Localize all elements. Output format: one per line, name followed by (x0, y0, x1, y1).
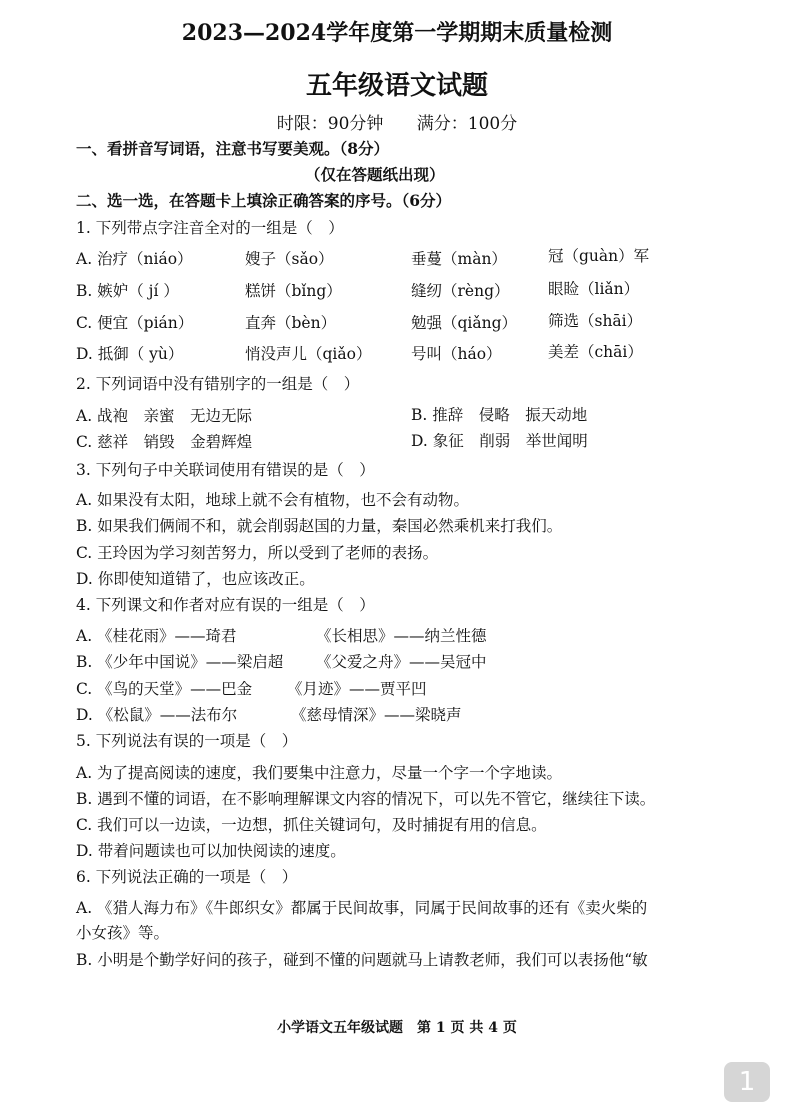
q6-stem: 6. 下列说法正确的一项是（ ） (76, 868, 298, 886)
q4-stem: 4. 下列课文和作者对应有误的一组是（ ） (76, 596, 375, 614)
section1-heading: 一、看拼音写词语，注意书写要美观。（8分） (76, 139, 390, 158)
section1-note: （仅在答题纸出现） (305, 165, 445, 184)
q1-row2-col4: 眼睑（liǎn） (548, 280, 640, 298)
q2-option-d: D. 象征 削弱 举世闻明 (411, 432, 588, 450)
q1-row3-col1: C. 便宜（pián） (76, 314, 194, 332)
q1-row1-col2: 嫂子（sǎo） (245, 250, 334, 268)
q1-stem: 1. 下列带点字注音全对的一组是（ ） (76, 219, 344, 237)
q3-option-d: D. 你即使知道错了，也应该改正。 (76, 570, 315, 588)
q3-option-c: C. 王玲因为学习刻苦努力，所以受到了老师的表扬。 (76, 544, 439, 562)
section2-heading: 二、选一选，在答题卡上填涂正确答案的序号。（6分） (76, 191, 452, 210)
q5-option-d: D. 带着问题读也可以加快阅读的速度。 (76, 842, 346, 860)
page-footer: 小学语文五年级试题 第 1 页 共 4 页 (277, 1020, 517, 1036)
q4-row3-left: C. 《鸟的天堂》——巴金 (76, 680, 253, 698)
q1-row1-col1: A. 治疗（niáo） (76, 250, 193, 268)
exam-meta (0, 109, 794, 134)
q4-row2-left: B. 《少年中国说》——梁启超 (76, 653, 284, 671)
q1-row1-col3: 垂蔓（màn） (411, 250, 507, 268)
q1-row2-col2: 糕饼（bǐng） (245, 282, 342, 300)
q2-option-b: B. 推辞 侵略 振天动地 (411, 406, 588, 424)
q3-option-b: B. 如果我们俩闹不和，就会削弱赵国的力量，秦国必然乘机来打我们。 (76, 517, 563, 535)
q4-row2-right: 《父爱之舟》——吴冠中 (316, 653, 487, 671)
q1-row2-col3: 缝纫（rèng） (411, 282, 510, 300)
q1-row4-col4: 美差（chāi） (548, 343, 643, 361)
q1-row3-col4: 筛选（shāi） (548, 312, 643, 330)
q4-row4-left: D. 《松鼠》——法布尔 (76, 706, 238, 724)
q1-row4-col3: 号叫（háo） (411, 345, 502, 363)
q5-option-a: A. 为了提高阅读的速度，我们要集中注意力，尽量一个字一个字地读。 (76, 764, 563, 782)
q3-option-a: A. 如果没有太阳，地球上就不会有植物，也不会有动物。 (76, 491, 470, 509)
page-number-badge: 1 (724, 1062, 770, 1102)
exam-title: 2023—2024学年度第一学期期末质量检测 (181, 20, 613, 46)
q4-row1-left: A. 《桂花雨》——琦君 (76, 627, 237, 645)
q5-option-b: B. 遇到不懂的词语，在不影响理解课文内容的情况下，可以先不管它，继续往下读。 (76, 790, 656, 808)
q1-row1-col4: 冠（guàn）军 (548, 247, 650, 265)
q1-row2-col1: B. 嫉妒（ jí ） (76, 282, 179, 300)
q6-option-a-line1: A. 《猎人海力布》《牛郎织女》都属于民间故事，同属于民间故事的还有《卖火柴的 (76, 899, 648, 917)
q6-option-b-line1: B. 小明是个勤学好问的孩子，碰到不懂的问题就马上请教老师，我们可以表扬他“敏 (76, 951, 648, 969)
q5-option-c: C. 我们可以一边读，一边想，抓住关键词句，及时捕捉有用的信息。 (76, 816, 547, 834)
q2-stem: 2. 下列词语中没有错别字的一组是（ ） (76, 375, 360, 393)
q1-row4-col1: D. 抵御（ yù） (76, 345, 184, 363)
q5-stem: 5. 下列说法有误的一项是（ ） (76, 732, 298, 750)
q1-row4-col2: 悄没声儿（qiǎo） (245, 345, 372, 363)
q4-row3-right: 《月迹》——贾平凹 (287, 680, 427, 698)
q1-row3-col2: 直奔（bèn） (245, 314, 337, 332)
q2-option-a: A. 战袍 亲蜜 无边无际 (76, 407, 253, 425)
q1-row3-col3: 勉强（qiǎng） (411, 314, 518, 332)
exam-subtitle: 五年级语文试题 (305, 71, 488, 101)
time-limit: 时限：90分钟 (276, 114, 384, 134)
q3-stem: 3. 下列句子中关联词使用有错误的是（ ） (76, 461, 375, 479)
full-score: 满分：100分 (416, 114, 518, 134)
q4-row4-right: 《慈母情深》——梁晓声 (291, 706, 462, 724)
q2-option-c: C. 慈祥 销毁 金碧辉煌 (76, 433, 253, 451)
q6-option-a-line2: 小女孩》等。 (76, 924, 170, 942)
q4-row1-right: 《长相思》——纳兰性德 (316, 627, 487, 645)
